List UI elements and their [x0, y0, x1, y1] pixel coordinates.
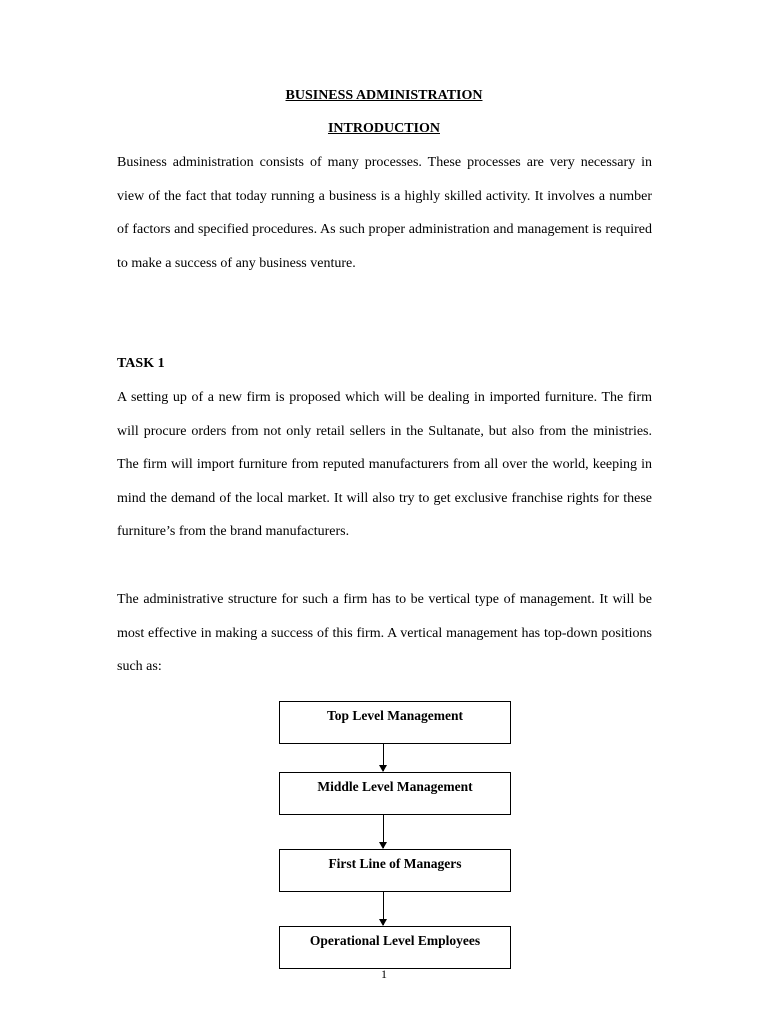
structure-paragraph: The administrative structure for such a firm has to be vertical type of management. It will be most effective in making a success of this firm. A vertical management has top-down positions such as: [117, 592, 652, 675]
hierarchy-box-top-level: Top Level Management [279, 701, 511, 744]
task-paragraph: A setting up of a new firm is proposed which will be dealing in imported furniture. The firm will procure orders from not only retail sellers in the Sultanate, but also from the ministries. The firm will import furniture from reputed manufacturers from all over the world, keeping in mind the demand of the local market. It will also try to get exclusive franchise rights for these furniture’s from the brand manufacturers. [117, 390, 652, 540]
hierarchy-box-operational: Operational Level Employees [279, 926, 511, 969]
hierarchy-box-middle-level: Middle Level Management [279, 772, 511, 815]
page-number: 1 [381, 967, 387, 981]
document-title: BUSINESS ADMINISTRATION [285, 88, 483, 103]
hierarchy-box-first-line: First Line of Managers [279, 849, 511, 892]
down-arrow-1 [383, 744, 384, 771]
down-arrow-2 [383, 815, 384, 848]
intro-paragraph: Business administration consists of many processes. These processes are very necessary in view of the fact that today running a business is a highly skilled activity. It involves a number of factors and specified procedures. As such proper administration and management is required to make a success of any business venture. [117, 155, 652, 271]
down-arrow-3 [383, 892, 384, 925]
task-heading: TASK 1 [117, 356, 165, 371]
section-heading-introduction: INTRODUCTION [327, 121, 440, 136]
